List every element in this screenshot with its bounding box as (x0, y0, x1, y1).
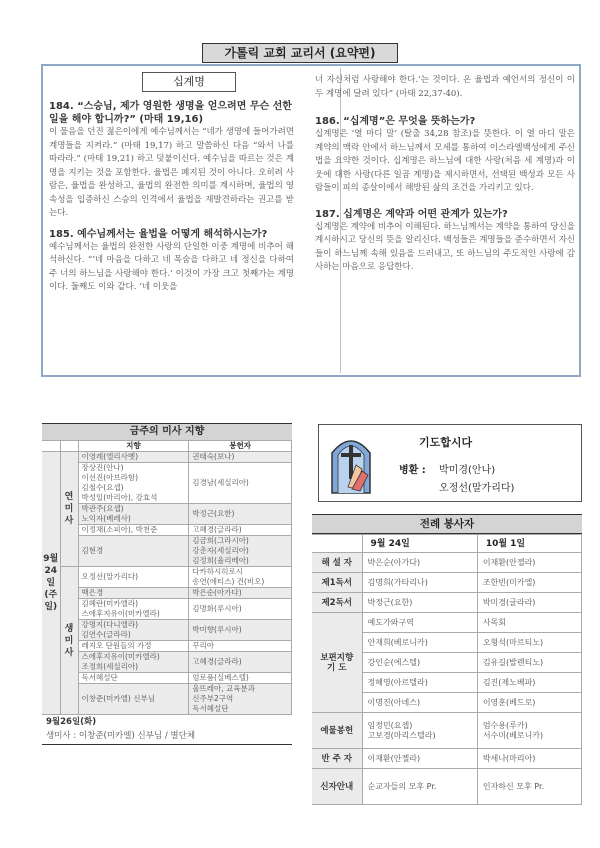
answer-187: 십계명은 계약에 비추어 이해된다. 하느님께서는 계약을 통하여 당신을 계시하시고 당신의 뜻을 알리신다. 백성들은 계명들을 준수하면서 자신들이 하느님께 속해 있음을 드러내고, 또 하느님의 주도적인 사랑에 감사하는 마음으로 응답한다. (315, 221, 575, 272)
liturgy-title: 전례 봉사자 (312, 514, 582, 534)
volunteer-name: 예도가와구역 (362, 613, 477, 633)
answer-184: 이 물음을 던진 젊은이에게 예수님께서는 “네가 생명에 들어가려면 계명들을 지켜라.” (마태 19,17) 하고 말씀하신 다음 “와서 나를 따라라.” (마태 19,21) 하고 덧붙이신다. 예수님을 따르는 것은 계명을 지키는 것을 포함한다. 율법은 폐지된 것이 아니다. 오히려 사람은, 율법을 완성하고, 율법의 완전한 의미를 계시하며, 율법의 영속성을 입증하신 스승의 인격에서 율법을 재발견하라는 권고를 받는다. (49, 127, 294, 218)
offerer-name: 박정근(요한) (189, 504, 292, 525)
liturgy-row (312, 553, 582, 573)
liturgy-row (312, 593, 582, 613)
volunteer-name: 인자하신 모후 Pr. (477, 769, 581, 805)
offerer-name: 다카하시히로시 송연(에티스) 건(비오) (189, 567, 292, 588)
tuesday-mass (42, 715, 292, 745)
volunteer-name: 박미경(글라라) (477, 593, 581, 613)
role-label: 제2독서 (312, 593, 362, 613)
intention-row (42, 684, 292, 715)
intention-row (42, 673, 292, 684)
intention-row (42, 652, 292, 673)
role-label: 제1독서 (312, 573, 362, 593)
question-185: 185. 예수님께서는 율법을 어떻게 해석하시는가? (49, 228, 268, 240)
patient-name: 박미경(안나) (439, 465, 496, 476)
date-column: 10월 1일 (477, 535, 581, 553)
mass-title: 금주의 미사 지향 (42, 423, 292, 440)
intention-name: 이창준(미카엘) 신부님 (78, 684, 189, 715)
mass-table (42, 440, 292, 715)
volunteer-name: 김유길(발렌티노) (477, 653, 581, 673)
volunteer-name: 김명희(가타리나) (362, 573, 477, 593)
role-label: 반 주 자 (312, 749, 362, 769)
group-label: 연미사 (60, 452, 78, 567)
group-label: 생미사 (60, 567, 78, 715)
answer-185-cont: 너 자신처럼 사랑해야 한다.’는 것이다. 온 율법과 예언서의 정신이 이 두 계명에 달려 있다” (마태 22,37-40). (315, 75, 575, 99)
intention-name: 백은경 (78, 588, 189, 599)
intention-name: 오정선(말가리다) (78, 567, 189, 588)
liturgy-row (312, 613, 582, 633)
offerer-name: 고혜경(글라라) (189, 525, 292, 536)
liturgy-row (312, 713, 582, 749)
volunteer-name: 임정민(요셉) 고보경(마리스텔라) (362, 713, 477, 749)
date-column: 9월 24일 (362, 535, 477, 553)
volunteer-name: 이재환(안젤라) (362, 749, 477, 769)
volunteer-name: 김진(제노베파) (477, 673, 581, 693)
liturgy-row (312, 573, 582, 593)
intention-name: 이영례(엘리사벳) (78, 452, 189, 463)
answer-185: 예수님께서는 율법의 완전한 사랑의 단일한 이중 계명에 비추어 해석하신다. “‘네 마음을 다하고 네 목숨을 다하고 네 정신을 다하여 주 너의 하느님을 사랑해야 한다.’ 이것이 가장 크고 첫째가는 계명이다. 둘째도 이와 같다. ‘네 이웃을 (49, 241, 294, 292)
tuesday-head: 9월26일(화) (46, 717, 97, 727)
intention-row (42, 525, 292, 536)
offerer-name: 권태숙(보나) (189, 452, 292, 463)
volunteer-name: 박세나(마리아) (477, 749, 581, 769)
intention-row (42, 536, 292, 567)
answer-186: 십계명은 ‘열 마디 말’ (탈출 34,28 참조)을 뜻한다. 이 열 마디 말은 계약의 맥락 안에서 하느님께서 모세를 통하여 이스라엘백성에게 주신 법을 요약한 것이다. 십계명은 하느님에 대한 사랑(처음 세 계명)과 이웃에 대한 사랑(다른 일곱 계명)을 제시하면서, 선택된 백성과 모든 사람들이 피의 종살이에서 해방된 삶의 조건을 가리키고 있다. (315, 129, 575, 193)
volunteer-name: 정혜영(아르텔라) (362, 673, 477, 693)
patient-name: 오정선(말가리다) (439, 483, 515, 494)
intention-row (42, 588, 292, 599)
intention-name: 김혜란(미카엘라) 스에후지유이(미카엘라) (78, 599, 189, 620)
volunteer-name: 사목회 (477, 613, 581, 633)
volunteer-name: 강인순(에스텔) (362, 653, 477, 673)
intention-name: 독서혜설단 (78, 673, 189, 684)
day-label: 9월24일(주일) (42, 452, 60, 715)
volunteer-name: 이명진(아녜스) (362, 693, 477, 713)
role-label: 신자안내 (312, 769, 362, 805)
intention-row (42, 504, 292, 525)
intention-name: 장상진(안나) 이선진(아브라함) 김철수(요셉) 박성일(마리아), 강효석 (78, 463, 189, 504)
role-label: 예물봉헌 (312, 713, 362, 749)
prayer-box (318, 424, 582, 502)
offerer-name: 김금희(그라시아) 강춘자(세실리아) 김정희(율리베아) (189, 536, 292, 567)
question-187: 187. 십계명은 계약과 어떤 관계가 있는가? (315, 208, 508, 220)
patients-label: 병환 : (399, 465, 426, 476)
intention-name: 강명지(다니엘라) 김연수(글라라) (78, 620, 189, 641)
question-184: 184. “스승님, 제가 영원한 생명을 얻으려면 무슨 선한 일을 해야 합니까?” (마태 19,16) (49, 101, 292, 125)
catechism-right-column (315, 74, 575, 275)
intention-row (42, 641, 292, 652)
header-offerer: 봉헌자 (189, 441, 292, 452)
offerer-name: 김명화(루시아) (189, 599, 292, 620)
tuesday-body: 생미사 : 이창준(미카엘) 신부님 / 별단체 (46, 731, 196, 741)
volunteer-name: 안재희(베로니카) (362, 633, 477, 653)
intention-row (42, 567, 292, 588)
volunteer-name: 박은순(아가다) (362, 553, 477, 573)
mass-intentions (42, 423, 292, 745)
prayer-title: 기도합시다 (419, 436, 473, 449)
intention-row (42, 452, 292, 463)
volunteer-name: 순교자들의 모후 Pr. (362, 769, 477, 805)
catechism-box (41, 64, 581, 377)
liturgy-row (312, 749, 582, 769)
intention-row (42, 620, 292, 641)
catechism-left-column (49, 100, 294, 295)
offerer-name: 김경남(세실리아) (189, 463, 292, 504)
offerer-name: 꾸리아 (189, 641, 292, 652)
volunteer-name: 엄수용(루카) 서수미(베로니카) (477, 713, 581, 749)
liturgy-row (312, 769, 582, 805)
volunteer-name: 이재환(안젤라) (477, 553, 581, 573)
offerer-name: 고혜경(글라라) (189, 652, 292, 673)
liturgy-volunteers (312, 514, 582, 805)
offerer-name: 박은순(아가다) (189, 588, 292, 599)
volunteer-name: 이영훈(베드로) (477, 693, 581, 713)
intention-name: 스에후지유이(미카엘라) 조정희(세실리아) (78, 652, 189, 673)
liturgy-table (312, 534, 582, 805)
question-186: 186. “십계명”은 무엇을 뜻하는가? (315, 116, 476, 127)
offerer-name: 엄로품(실베스텔) (189, 673, 292, 684)
volunteer-name: 박정근(요한) (362, 593, 477, 613)
volunteer-name: 조한빈(미카엘) (477, 573, 581, 593)
intention-row (42, 599, 292, 620)
header-intention: 지향 (78, 441, 189, 452)
catechism-title: 가톨릭 교회 교리서 (요약편) (202, 43, 398, 63)
praying-hands-icon (326, 431, 376, 495)
role-label: 보편지향 기 도 (312, 613, 362, 713)
volunteer-name: 오형석(마르티노) (477, 633, 581, 653)
offerer-name: 박미향(루시아) (189, 620, 292, 641)
intention-name: 김현경 (78, 536, 189, 567)
intention-row (42, 463, 292, 504)
intention-name: 박관주(요셉) 노익자(베레사) (78, 504, 189, 525)
intention-name: 이정채(소피아), 박천준 (78, 525, 189, 536)
role-label: 해 설 자 (312, 553, 362, 573)
section-label: 십계명 (142, 72, 236, 92)
intention-name: 레지오 단원들의 가정 (78, 641, 189, 652)
offerer-name: 울뜨레아, 교육분과 신주부2구역 독서혜설단 (189, 684, 292, 715)
